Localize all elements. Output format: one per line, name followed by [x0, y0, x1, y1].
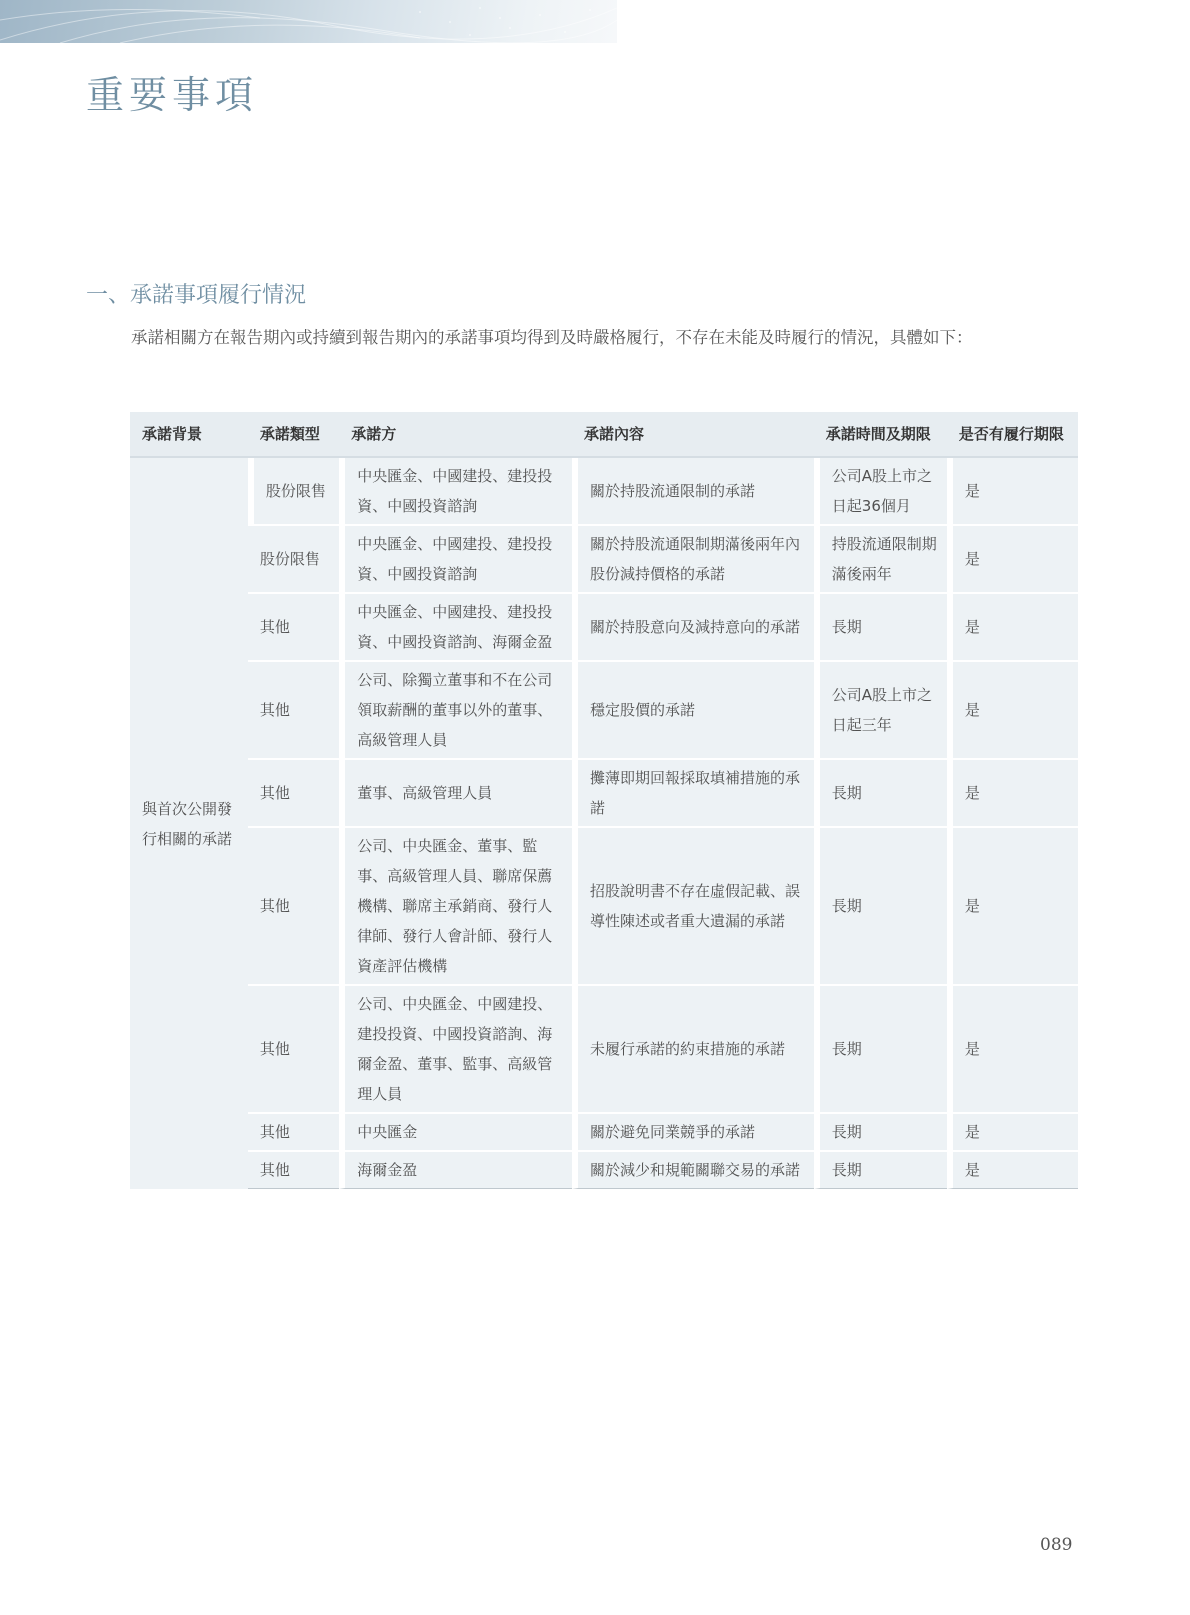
banner-decoration — [0, 0, 617, 43]
content-cell: 穩定股價的承諾 — [572, 660, 814, 758]
party-cell: 中央匯金、中國建投、建投投資、中國投資諮詢 — [339, 458, 572, 524]
content-cell: 攤薄即期回報採取填補措施的承諾 — [572, 758, 814, 826]
type-cell: 其他 — [248, 592, 339, 660]
party-cell: 公司、中央匯金、中國建投、建投投資、中國投資諮詢、海爾金盈、董事、監事、高級管理人員 — [339, 984, 572, 1112]
party-cell: 海爾金盈 — [339, 1150, 572, 1189]
content-cell: 關於避免同業競爭的承諾 — [572, 1112, 814, 1150]
content-cell: 招股說明書不存在虛假記載、誤導性陳述或者重大遺漏的承諾 — [572, 826, 814, 984]
table-row — [130, 984, 1078, 1112]
table-row — [130, 826, 1078, 984]
party-cell: 中央匯金、中國建投、建投投資、中國投資諮詢 — [339, 524, 572, 592]
period-cell: 公司A股上市之日起三年 — [814, 660, 947, 758]
period-cell: 持股流通限制期滿後兩年 — [814, 524, 947, 592]
table-row — [130, 758, 1078, 826]
period-cell: 長期 — [814, 984, 947, 1112]
content-cell: 關於減少和規範關聯交易的承諾 — [572, 1150, 814, 1189]
party-cell: 公司、中央匯金、董事、監事、高級管理人員、聯席保薦機構、聯席主承銷商、發行人律師、發行人會計師、發行人資產評估機構 — [339, 826, 572, 984]
type-cell: 其他 — [248, 1150, 339, 1189]
content-cell: 關於持股流通限制期滿後兩年內股份減持價格的承諾 — [572, 524, 814, 592]
period-cell: 長期 — [814, 1150, 947, 1189]
deadline-cell: 是 — [947, 524, 1078, 592]
period-cell: 公司A股上市之日起36個月 — [814, 458, 947, 524]
table-row — [130, 660, 1078, 758]
period-cell: 長期 — [814, 826, 947, 984]
type-cell: 其他 — [248, 826, 339, 984]
party-cell: 董事、高級管理人員 — [339, 758, 572, 826]
period-cell: 長期 — [814, 592, 947, 660]
deadline-cell: 是 — [947, 984, 1078, 1112]
content-cell: 未履行承諾的約束措施的承諾 — [572, 984, 814, 1112]
table-header-row — [130, 412, 1078, 458]
type-cell: 股份限售 — [248, 458, 339, 524]
type-cell: 其他 — [248, 984, 339, 1112]
page-number: 089 — [1040, 1535, 1073, 1555]
deadline-cell: 是 — [947, 1112, 1078, 1150]
page-title: 重要事項 — [86, 73, 259, 117]
type-cell: 股份限售 — [248, 524, 339, 592]
period-cell: 長期 — [814, 1112, 947, 1150]
header-deadline: 是否有履行期限 — [947, 412, 1078, 458]
header-type: 承諾類型 — [248, 412, 339, 458]
content-cell: 關於持股流通限制的承諾 — [572, 458, 814, 524]
background-cell: 與首次公開發行相關的承諾 — [130, 458, 248, 1189]
table-row — [130, 524, 1078, 592]
table-row — [130, 458, 1078, 524]
section-heading: 一、承諾事項履行情況 — [86, 283, 307, 308]
party-cell: 中央匯金、中國建投、建投投資、中國投資諮詢、海爾金盈 — [339, 592, 572, 660]
header-content: 承諾內容 — [572, 412, 814, 458]
type-cell: 其他 — [248, 660, 339, 758]
header-party: 承諾方 — [339, 412, 572, 458]
period-cell: 長期 — [814, 758, 947, 826]
table-row — [130, 592, 1078, 660]
table-row — [130, 1112, 1078, 1150]
type-cell: 其他 — [248, 758, 339, 826]
content-cell: 關於持股意向及減持意向的承諾 — [572, 592, 814, 660]
party-cell: 中央匯金 — [339, 1112, 572, 1150]
header-background: 承諾背景 — [130, 412, 248, 458]
commitments-table-container — [130, 412, 1078, 1189]
header-banner — [0, 0, 617, 43]
commitments-table — [130, 412, 1078, 1189]
deadline-cell: 是 — [947, 758, 1078, 826]
deadline-cell: 是 — [947, 660, 1078, 758]
header-period: 承諾時間及期限 — [814, 412, 947, 458]
deadline-cell: 是 — [947, 1150, 1078, 1189]
deadline-cell: 是 — [947, 826, 1078, 984]
intro-paragraph: 承諾相關方在報告期內或持續到報告期內的承諾事項均得到及時嚴格履行，不存在未能及時履行的情況，具體如下： — [131, 328, 973, 347]
type-cell: 其他 — [248, 1112, 339, 1150]
party-cell: 公司、除獨立董事和不在公司領取薪酬的董事以外的董事、高級管理人員 — [339, 660, 572, 758]
deadline-cell: 是 — [947, 592, 1078, 660]
deadline-cell: 是 — [947, 458, 1078, 524]
table-row — [130, 1150, 1078, 1189]
